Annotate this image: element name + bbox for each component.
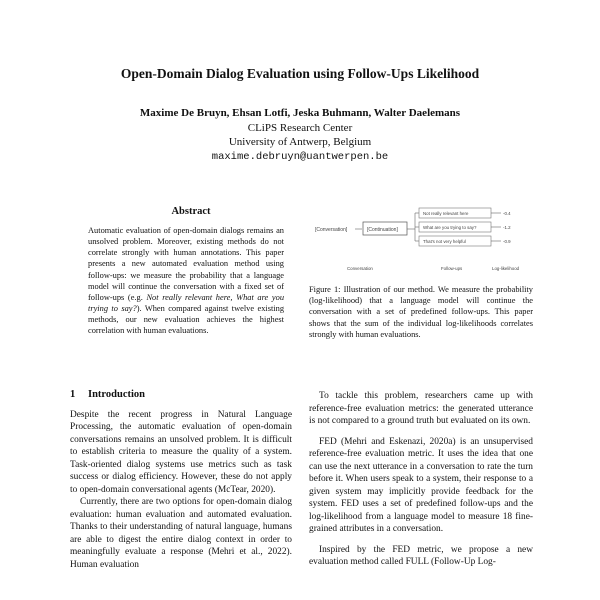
section-heading-introduction bbox=[70, 389, 292, 402]
abstract-text bbox=[88, 225, 284, 337]
university: University of Antwerp, Belgium bbox=[228, 136, 372, 148]
diagram-input-label: [Conversation] bbox=[315, 227, 348, 233]
abstract-heading: Abstract bbox=[171, 206, 211, 217]
figure-1-caption: Figure 1: Illustration of our method. We measure the probability (log-likelihood) that a language model will continue the conversation with a set of predefined follow-ups. This paper shows that the sum of the individual log-likelihoods correlates strongly with human evaluations. bbox=[309, 285, 533, 339]
diagram-model-label: [Continuation] bbox=[367, 227, 398, 233]
diagram-bottom-label-3: Log-likelihood bbox=[492, 266, 520, 271]
author-block bbox=[0, 106, 600, 164]
score-3: -0.9 bbox=[503, 239, 511, 244]
affiliation: CLiPS Research Center bbox=[247, 121, 353, 134]
followup-text-3: That's not very helpful bbox=[423, 239, 466, 244]
section-number: 1 bbox=[70, 389, 76, 400]
right-paragraph-1: To tackle this problem, researchers came up with reference-free evaluation metrics: the generated utterance is not compared to a ground truth but evaluated on its own. bbox=[309, 391, 533, 426]
diagram-bottom-label-1: Conversation bbox=[347, 266, 373, 271]
right-paragraph-3: Inspired by the FED metric, we propose a new evaluation method called FULL (Follow-Up Log- bbox=[309, 544, 533, 567]
diagram-bottom-label-2: Follow-ups bbox=[441, 266, 463, 271]
followup-text-1: Not really relevant here bbox=[423, 211, 469, 216]
abstract-example-followups: Not really relevant here, What are you trying to say? bbox=[88, 292, 285, 314]
score-1: -0.4 bbox=[503, 211, 511, 216]
paper-title: Open-Domain Dialog Evaluation using Follow-Ups Likelihood bbox=[120, 66, 480, 81]
author-email[interactable]: maxime.debruyn@uantwerpen.be bbox=[211, 150, 389, 163]
left-column bbox=[70, 389, 292, 571]
intro-paragraph-2: Currently, there are two options for open-domain dialog evaluation: human evaluation and automated evaluation. Thanks to their understanding of natural language, humans are able to digest the entire dialog context in order to meaningfully evaluate a response (Mehri et al., 2022). Human evaluation bbox=[70, 497, 292, 570]
abstract-text-part1: Automatic evaluation of open-domain dialogs remains an unsolved problem. Moreover, existing methods do not correlate strongly with human annotations. This paper presents a new automated evaluation method using follow-ups: we measure the probability that a language model will continue the conversation with a fixed set of follow-ups (e.g. bbox=[88, 226, 284, 302]
figure-1-diagram bbox=[309, 200, 533, 275]
followup-text-2: What are you trying to say? bbox=[423, 225, 477, 230]
right-column bbox=[309, 390, 533, 577]
abstract-text-part2: ). When compared against twelve existing methods, our new evaluation achieves the highest correlation with human evaluations. bbox=[88, 304, 285, 336]
author-names: Maxime De Bruyn, Ehsan Lotfi, Jeska Buhmann, Walter Daelemans bbox=[139, 107, 461, 119]
right-paragraph-2: FED (Mehri and Eskenazi, 2020a) is an unsupervised reference-free evaluation metric. It uses the idea that one can use the next utterance in a conversation to rate the turn before it. When users speak to a system, their response to a given system may implicitly provide feedback for the system. FED uses a set of predefined follow-ups and the log-likelihood from a language model to measure 18 fine-grained attributes in a conversation. bbox=[309, 436, 533, 534]
intro-paragraph-1: Despite the recent progress in Natural Language Processing, the automatic evaluation of open-domain conversations remains an unsolved problem. It is difficult to establish criteria to measure the quality of a system. Task-oriented dialog systems use metrics such as task success or dialog efficiency. However, these do not apply to open-domain conversational agents (McTear, 2020). bbox=[70, 409, 292, 495]
score-2: -1.2 bbox=[503, 225, 511, 230]
section-title: Introduction bbox=[88, 389, 145, 400]
